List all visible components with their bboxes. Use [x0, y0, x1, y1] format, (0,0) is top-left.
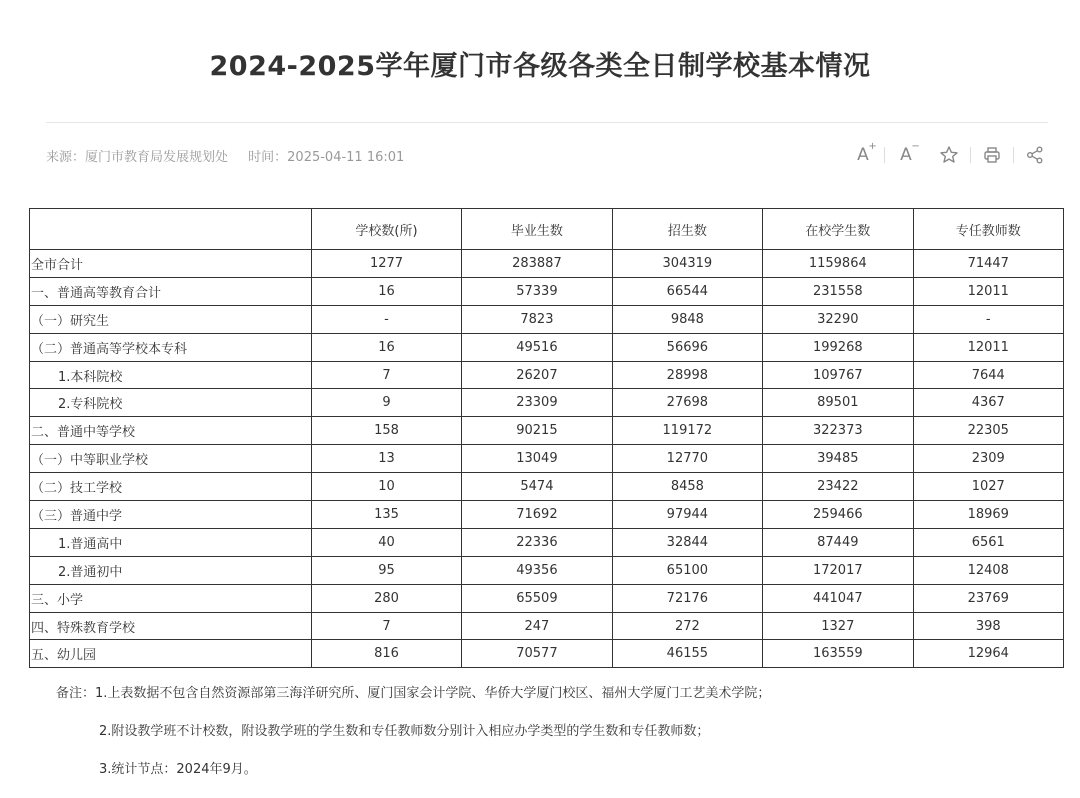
table-row — [30, 445, 1064, 473]
note-line: 2.附设教学班不计校数，附设教学班的学生数和专任教师数分别计入相应办学类型的学生数和专任教师数； — [99, 724, 710, 739]
table-cell: 7644 — [913, 361, 1063, 389]
table-cell: 259466 — [763, 501, 913, 529]
row-label: （一）研究生 — [30, 305, 312, 333]
page-title: 2024-2025学年厦门市各级各类全日制学校基本情况 — [209, 51, 871, 82]
table-row — [30, 417, 1064, 445]
school-stats-table — [29, 208, 1064, 668]
table-cell: 22336 — [462, 528, 612, 556]
table-cell: 18969 — [913, 501, 1063, 529]
print-icon — [982, 145, 1002, 165]
table-cell: 40 — [311, 528, 461, 556]
table-row — [30, 640, 1064, 668]
table-row — [30, 473, 1064, 501]
table-row — [30, 389, 1064, 417]
font-decrease-icon: A − — [900, 141, 920, 165]
table-cell: 172017 — [763, 556, 913, 584]
table-cell: 57339 — [462, 277, 612, 305]
table-cell: 13049 — [462, 445, 612, 473]
source-text: 来源：厦门市教育局发展规划处 — [46, 150, 229, 165]
table-cell: 272 — [612, 612, 762, 640]
note-line: 3.统计节点：2024年9月。 — [99, 762, 257, 777]
table-row — [30, 333, 1064, 361]
table-cell: 87449 — [763, 528, 913, 556]
table-cell: 66544 — [612, 277, 762, 305]
title-divider — [46, 122, 1048, 123]
header-cell: 招生数 — [612, 209, 762, 250]
print-button[interactable] — [977, 142, 1007, 168]
table-cell: 199268 — [763, 333, 913, 361]
table-cell: 280 — [311, 584, 461, 612]
table-row — [30, 612, 1064, 640]
table-row — [30, 556, 1064, 584]
table-row — [30, 305, 1064, 333]
table-cell: 12011 — [913, 277, 1063, 305]
table-cell: 1327 — [763, 612, 913, 640]
table-cell: 9848 — [612, 305, 762, 333]
table-cell: 97944 — [612, 501, 762, 529]
row-label: 全市合计 — [30, 250, 312, 278]
table-cell: 10 — [311, 473, 461, 501]
row-label: （二）普通高等学校本专科 — [30, 333, 312, 361]
row-label: 三、小学 — [30, 584, 312, 612]
toolbar-divider — [1013, 147, 1014, 163]
toolbar-divider — [927, 147, 928, 163]
table-cell: 7 — [311, 361, 461, 389]
star-icon — [939, 145, 959, 165]
table-cell: 56696 — [612, 333, 762, 361]
table-cell: 816 — [311, 640, 461, 668]
row-label: 2.普通初中 — [30, 556, 312, 584]
table-cell: 7823 — [462, 305, 612, 333]
table-header-row — [30, 209, 1064, 250]
table-cell: 65100 — [612, 556, 762, 584]
table-cell: 72176 — [612, 584, 762, 612]
table-cell: 32290 — [763, 305, 913, 333]
table-cell: 322373 — [763, 417, 913, 445]
table-cell: 65509 — [462, 584, 612, 612]
article-toolbar — [848, 142, 1050, 168]
table-cell: 8458 — [612, 473, 762, 501]
table-cell: 23309 — [462, 389, 612, 417]
table-cell: 247 — [462, 612, 612, 640]
share-icon — [1025, 145, 1045, 165]
notes — [56, 684, 770, 798]
table-cell: 16 — [311, 333, 461, 361]
favorite-button[interactable] — [934, 142, 964, 168]
table-cell: 23769 — [913, 584, 1063, 612]
table-row — [30, 584, 1064, 612]
font-decrease-button[interactable] — [891, 142, 921, 168]
table-cell: 6561 — [913, 528, 1063, 556]
share-button[interactable] — [1020, 142, 1050, 168]
table-cell: 27698 — [612, 389, 762, 417]
table-cell: 49356 — [462, 556, 612, 584]
font-increase-icon: A + — [857, 141, 877, 165]
font-increase-button[interactable] — [848, 142, 878, 168]
row-label: 一、普通高等教育合计 — [30, 277, 312, 305]
table-cell: 12011 — [913, 333, 1063, 361]
row-label: 四、特殊教育学校 — [30, 612, 312, 640]
header-cell: 在校学生数 — [763, 209, 913, 250]
toolbar-divider — [884, 147, 885, 163]
table-cell: 13 — [311, 445, 461, 473]
time-text: 时间：2025-04-11 16:01 — [248, 150, 405, 165]
table-cell: 1027 — [913, 473, 1063, 501]
table-cell: 231558 — [763, 277, 913, 305]
row-label: 1.普通高中 — [30, 528, 312, 556]
table-cell: 28998 — [612, 361, 762, 389]
table-cell: 119172 — [612, 417, 762, 445]
table-cell: 4367 — [913, 389, 1063, 417]
table-cell: 12770 — [612, 445, 762, 473]
table-cell: 12964 — [913, 640, 1063, 668]
table-row — [30, 361, 1064, 389]
table-cell: 71447 — [913, 250, 1063, 278]
table-cell: 22305 — [913, 417, 1063, 445]
table-row — [30, 277, 1064, 305]
row-label: 1.本科院校 — [30, 361, 312, 389]
row-label: 五、幼儿园 — [30, 640, 312, 668]
table-cell: 163559 — [763, 640, 913, 668]
table-cell: 71692 — [462, 501, 612, 529]
table-cell: 46155 — [612, 640, 762, 668]
table-cell: 49516 — [462, 333, 612, 361]
table-cell: 95 — [311, 556, 461, 584]
table-row — [30, 501, 1064, 529]
table-cell: 16 — [311, 277, 461, 305]
table-cell: 304319 — [612, 250, 762, 278]
header-cell: 毕业生数 — [462, 209, 612, 250]
table-row — [30, 528, 1064, 556]
article-meta — [46, 146, 420, 165]
row-label: 二、普通中等学校 — [30, 417, 312, 445]
note-line: 备注：1.上表数据不包含自然资源部第三海洋研究所、厦门国家会计学院、华侨大学厦门校区、福州大学厦门工艺美术学院； — [56, 686, 771, 701]
header-cell — [30, 209, 312, 250]
table-cell: 158 — [311, 417, 461, 445]
table-cell: 135 — [311, 501, 461, 529]
table-cell: 12408 — [913, 556, 1063, 584]
table-cell: 32844 — [612, 528, 762, 556]
table-cell: 5474 — [462, 473, 612, 501]
row-label: 2.专科院校 — [30, 389, 312, 417]
table-cell: 23422 — [763, 473, 913, 501]
table-cell: 39485 — [763, 445, 913, 473]
table-cell: 70577 — [462, 640, 612, 668]
row-label: （一）中等职业学校 — [30, 445, 312, 473]
table-cell: - — [311, 305, 461, 333]
table-cell: - — [913, 305, 1063, 333]
table-cell: 9 — [311, 389, 461, 417]
table-cell: 441047 — [763, 584, 913, 612]
table-body — [30, 250, 1064, 668]
table-cell: 7 — [311, 612, 461, 640]
table-cell: 109767 — [763, 361, 913, 389]
table-cell: 1277 — [311, 250, 461, 278]
table-cell: 2309 — [913, 445, 1063, 473]
toolbar-divider — [970, 147, 971, 163]
table-cell: 1159864 — [763, 250, 913, 278]
table-cell: 89501 — [763, 389, 913, 417]
table-cell: 26207 — [462, 361, 612, 389]
table-cell: 90215 — [462, 417, 612, 445]
table-cell: 398 — [913, 612, 1063, 640]
row-label: （三）普通中学 — [30, 501, 312, 529]
table-cell: 283887 — [462, 250, 612, 278]
header-cell: 学校数(所) — [311, 209, 461, 250]
row-label: （二）技工学校 — [30, 473, 312, 501]
header-cell: 专任教师数 — [913, 209, 1063, 250]
table-row — [30, 250, 1064, 278]
